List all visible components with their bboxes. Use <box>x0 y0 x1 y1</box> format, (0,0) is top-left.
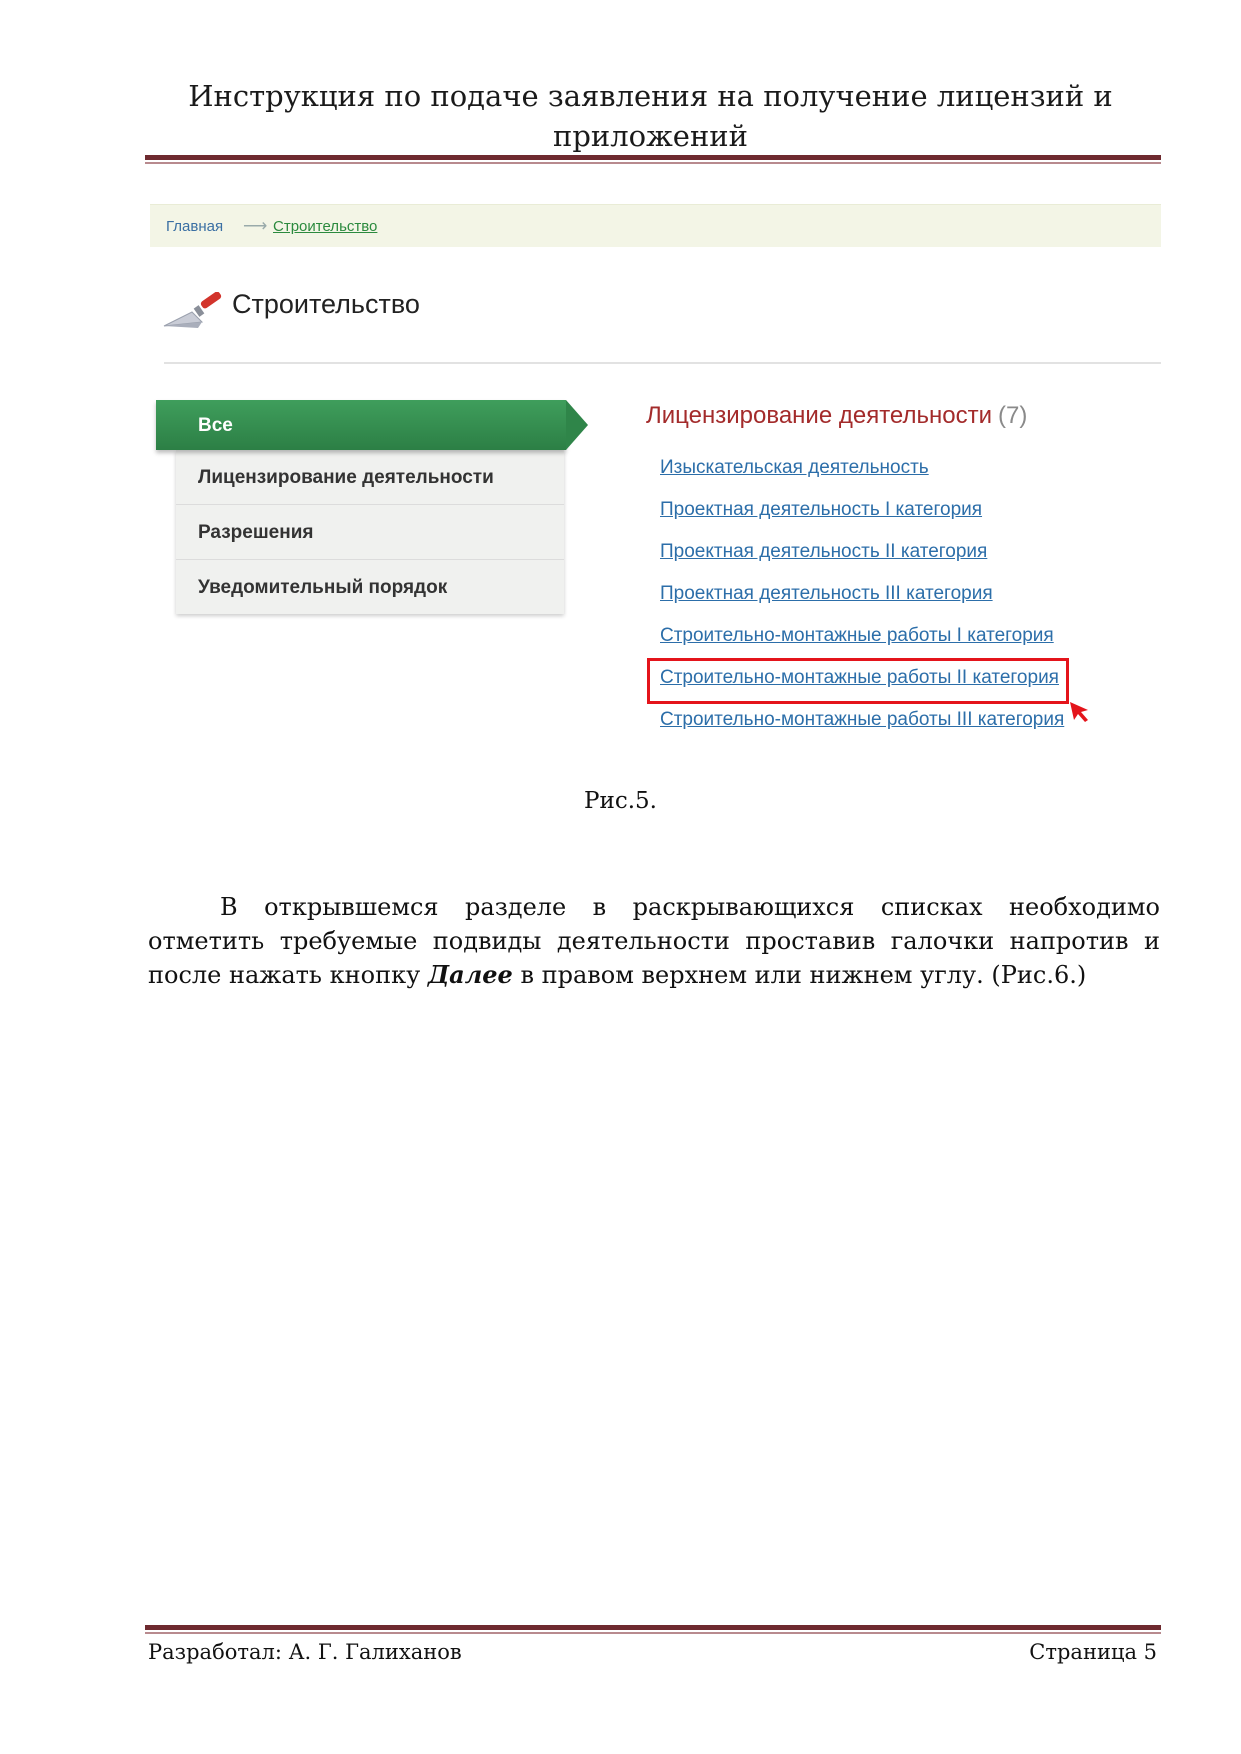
breadcrumb-arrow-icon: ⟶ <box>243 216 268 235</box>
trowel-icon <box>162 292 224 332</box>
menu-item-licensing[interactable] <box>176 450 564 505</box>
menu-item-label: Уведомительный порядок <box>198 577 448 598</box>
footer-author: Разработал: А. Г. Галиханов <box>148 1640 462 1664</box>
footer-page-number: Страница 5 <box>1029 1640 1157 1664</box>
header-rule <box>145 155 1161 164</box>
menu-list <box>176 450 564 614</box>
figure-caption: Рис.5. <box>584 788 657 814</box>
category-count: (7) <box>997 402 1028 429</box>
menu-item-label: Лицензирование деятельности <box>198 467 494 488</box>
breadcrumb <box>150 204 1161 247</box>
link-construction-2[interactable]: Строительно-монтажные работы II категория <box>660 667 1059 688</box>
cursor-arrow-icon <box>1068 700 1092 724</box>
body-text-part-1: В открывшемся разделе в раскрывающихся списках необходимо отметить требуемые подвиды деятельности проставив галочки напротив и после нажать кнопку <box>148 893 1160 989</box>
category-menu <box>156 400 586 614</box>
footer-rule <box>145 1625 1161 1634</box>
link-design-3[interactable]: Проектная деятельность III категория <box>660 583 993 604</box>
body-paragraph <box>148 890 1160 992</box>
section-title: Строительство <box>232 289 420 319</box>
link-survey[interactable]: Изыскательская деятельность <box>660 457 929 478</box>
document-title: Инструкция по подаче заявления на получение лицензий и приложений <box>188 79 1113 153</box>
menu-item-label: Все <box>198 415 233 436</box>
category-heading-label: Лицензирование деятельности <box>646 402 992 429</box>
menu-item-notification[interactable] <box>176 560 564 614</box>
link-construction-1[interactable]: Строительно-монтажные работы I категория <box>660 625 1054 646</box>
link-construction-3[interactable]: Строительно-монтажные работы III категория <box>660 709 1065 730</box>
portal-screenshot <box>150 192 1161 804</box>
section-divider <box>164 362 1161 364</box>
body-text-part-2: в правом верхнем или нижнем углу. (Рис.6.) <box>512 961 1087 989</box>
menu-item-permits[interactable] <box>176 505 564 560</box>
link-design-1[interactable]: Проектная деятельность I категория <box>660 499 983 520</box>
link-design-2[interactable]: Проектная деятельность II категория <box>660 541 988 562</box>
highlight-box <box>647 658 1069 704</box>
breadcrumb-home-link[interactable]: Главная <box>166 218 224 235</box>
breadcrumb-current-link[interactable]: Строительство <box>273 218 378 235</box>
body-text-emphasis: Далее <box>427 960 513 989</box>
menu-item-label: Разрешения <box>198 522 314 543</box>
category-heading <box>646 402 1027 430</box>
menu-item-all[interactable] <box>156 400 566 450</box>
